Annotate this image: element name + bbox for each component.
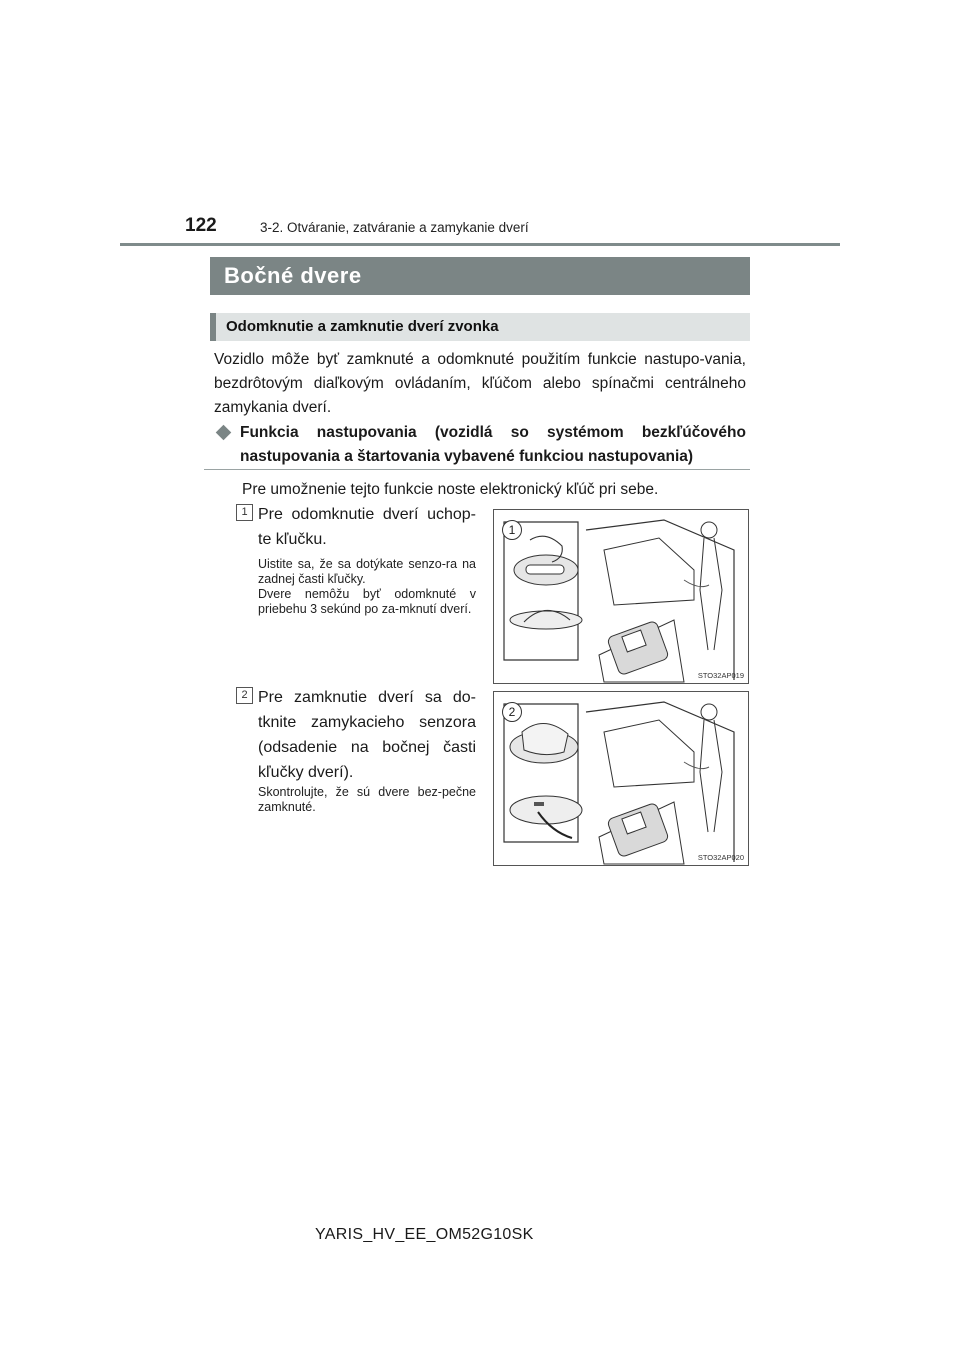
intro-paragraph: Vozidlo môže byť zamknuté a odomknuté použitím funkcie nastupo-vania, bezdrôtovým diaľkovým ovládaním, kľúčom alebo spínačmi centrálneho zamykania dverí. <box>214 351 746 416</box>
unlock-door-illustration <box>494 510 748 683</box>
header-rule <box>120 243 840 246</box>
step-1-number: 1 <box>236 504 253 521</box>
step-1-image-code: STO32AP019 <box>697 671 744 680</box>
step-2-title: Pre zamknutie dverí sa do-tknite zamykacieho senzora (odsadenie na bočnej časti kľučky dverí). <box>258 689 476 781</box>
circle-step-1-number: 1 <box>502 520 522 540</box>
footer-doc-code: YARIS_HV_EE_OM52G10SK <box>315 1226 534 1243</box>
step-1-note-2: Dvere nemôžu byť odomknuté v priebehu 3 sekúnd po za-mknutí dverí. <box>258 587 476 616</box>
header-section-title: 3-2. Otváranie, zatváranie a zamykanie dverí <box>260 220 529 235</box>
step-2-note-1: Skontrolujte, že sú dvere bez-pečne zamknuté. <box>258 785 476 814</box>
step-2-illustration <box>493 691 749 866</box>
step-2-number: 2 <box>236 687 253 704</box>
step-2-image-code: STO32AP020 <box>697 853 744 862</box>
feature-heading-text: Funkcia nastupovania (vozidlá so systémom bezkľúčového nastupovania a štartovania vybavené funkciou nastupovania) <box>240 424 746 465</box>
carry-key-text: Pre umožnenie tejto funkcie noste elektronický kľúč pri sebe. <box>242 481 659 498</box>
step-1-illustration <box>493 509 749 684</box>
feature-rule <box>204 469 750 470</box>
lock-door-illustration <box>494 692 748 865</box>
step-1-note-1: Uistite sa, že sa dotýkate senzo-ra na zadnej časti kľučky. <box>258 557 476 586</box>
page-number: 122 <box>185 215 217 236</box>
step-1-title: Pre odomknutie dverí uchop-te kľučku. <box>258 506 476 548</box>
section-title: Bočné dvere <box>210 257 750 295</box>
subsection-title: Odomknutie a zamknutie dverí zvonka <box>210 313 750 341</box>
diamond-bullet-icon <box>216 425 232 441</box>
circle-step-2-number: 2 <box>502 702 522 722</box>
feature-heading <box>214 421 746 469</box>
